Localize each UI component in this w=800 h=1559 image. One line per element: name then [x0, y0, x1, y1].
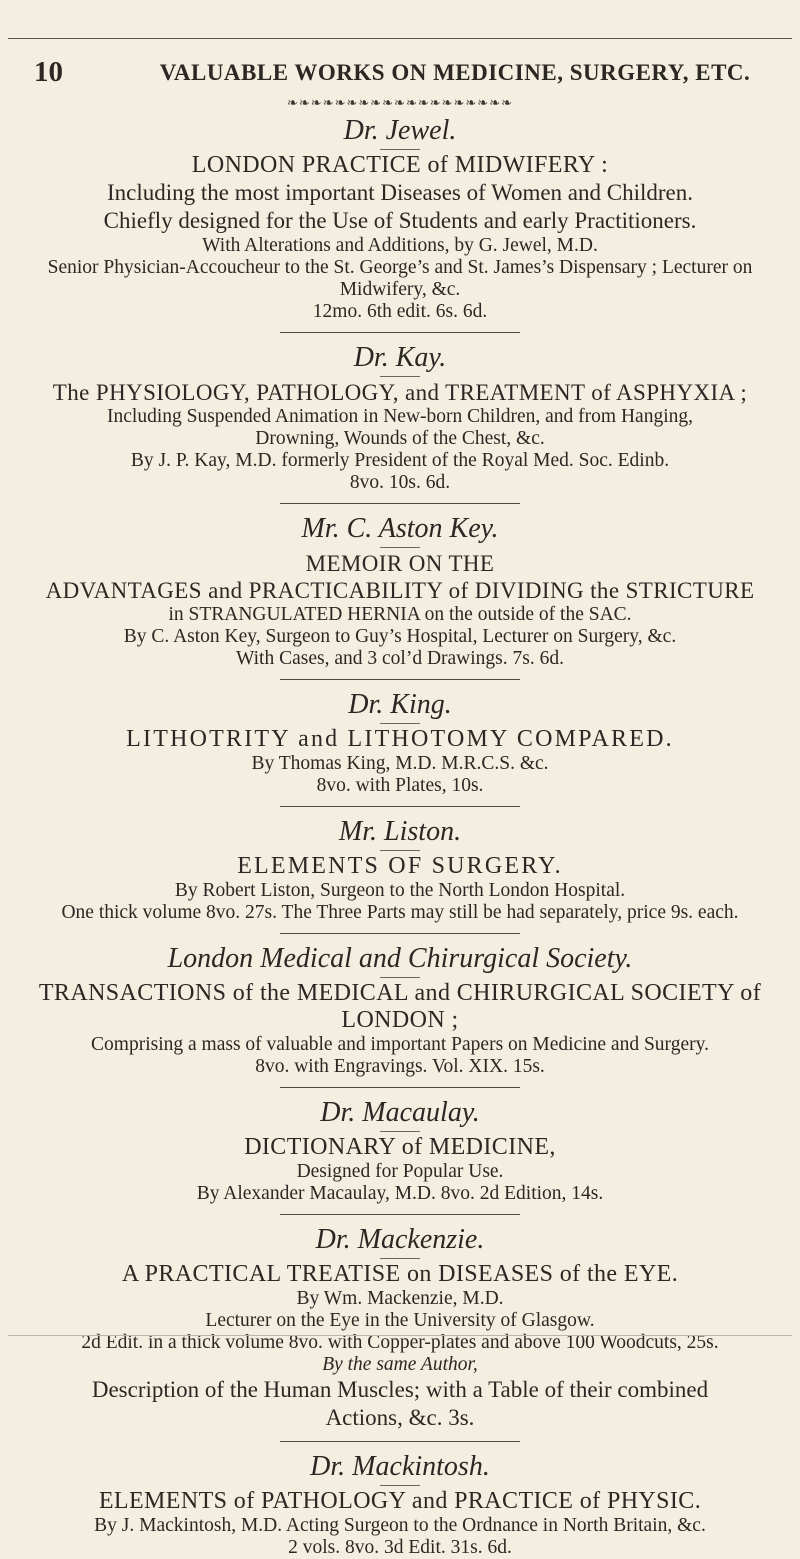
entry-line: Comprising a mass of valuable and important Papers on Medicine and Surgery.	[91, 1034, 709, 1055]
entry-key	[14, 512, 786, 670]
short-dash	[380, 376, 420, 377]
entry-separator	[280, 332, 520, 333]
entry-line: Chiefly designed for the Use of Students and early Practitioners.	[103, 208, 697, 233]
entry-line: Senior Physician-Accoucheur to the St. George’s and St. James’s Dispensary ; Lecturer on	[47, 257, 753, 278]
entry-separator	[280, 1441, 520, 1442]
entry-author: Dr. Kay.	[353, 342, 447, 373]
short-dash	[380, 723, 420, 724]
entry-author: Dr. Macaulay.	[320, 1097, 480, 1128]
entry-line: Description of the Human Muscles; with a Table of their combined	[91, 1377, 709, 1402]
entry-kay	[14, 341, 786, 494]
entry-jewel	[14, 114, 786, 323]
entry-title: LITHOTRITY and LITHOTOMY COMPARED.	[126, 726, 674, 752]
entry-author: Dr. Mackintosh.	[310, 1451, 490, 1482]
running-title: VALUABLE WORKS ON MEDICINE, SURGERY, ETC.	[159, 60, 751, 85]
entry-line: By C. Aston Key, Surgeon to Guy’s Hospital, Lecturer on Surgery, &c.	[123, 626, 677, 647]
page-number: 10	[34, 56, 63, 88]
entry-line: By the same Author,	[322, 1354, 478, 1375]
entry-author: Mr. C. Aston Key.	[301, 513, 499, 544]
catalogue-listing	[14, 114, 786, 1559]
short-dash	[380, 1485, 420, 1486]
entry-line: 2 vols. 8vo. 3d Edit. 31s. 6d.	[288, 1537, 512, 1558]
top-rule	[8, 38, 792, 39]
short-dash	[380, 149, 420, 150]
entry-mackintosh	[14, 1450, 786, 1559]
entry-line: 8vo. 10s. 6d.	[349, 472, 451, 493]
running-head	[0, 56, 800, 88]
entry-title-line-2: LONDON ;	[341, 1007, 459, 1033]
entry-line: 2d Edit. in a thick volume 8vo. with Copper-plates and above 100 Woodcuts, 25s.	[81, 1332, 719, 1353]
entry-line: Including Suspended Animation in New-born Children, and from Hanging,	[107, 406, 693, 427]
entry-title: ELEMENTS OF SURGERY.	[237, 853, 563, 879]
entry-separator	[280, 933, 520, 934]
entry-title: A PRACTICAL TREATISE on DISEASES of the EYE.	[121, 1261, 679, 1287]
entry-line: 8vo. with Plates, 10s.	[316, 775, 484, 796]
ornament-rule: ❧❧❧❧❧❧❧❧❧❧❧❧❧❧❧❧❧❧❧	[287, 95, 513, 110]
entry-author: Dr. Jewel.	[343, 115, 457, 146]
entry-line: Actions, &c. 3s.	[325, 1405, 475, 1430]
bottom-rule	[8, 1335, 792, 1336]
entry-author: Mr. Liston.	[338, 816, 462, 847]
short-dash	[380, 547, 420, 548]
entry-title-line-3: in STRANGULATED HERNIA on the outside of the SAC.	[168, 604, 632, 625]
entry-line: With Alterations and Additions, by G. Jewel, M.D.	[202, 235, 598, 256]
entry-line: By J. Mackintosh, M.D. Acting Surgeon to the Ordnance in North Britain, &c.	[94, 1515, 706, 1536]
entry-med-chir-society	[14, 942, 786, 1078]
entry-line: By Alexander Macaulay, M.D. 8vo. 2d Edition, 14s.	[196, 1183, 604, 1204]
short-dash	[380, 977, 420, 978]
short-dash	[380, 850, 420, 851]
entry-line: 12mo. 6th edit. 6s. 6d.	[312, 301, 488, 322]
entry-title: DICTIONARY of MEDICINE,	[244, 1134, 556, 1160]
entry-title: MEMOIR ON THE	[305, 551, 495, 576]
entry-separator	[280, 679, 520, 680]
entry-line: By Robert Liston, Surgeon to the North London Hospital.	[174, 880, 626, 901]
entry-macaulay	[14, 1096, 786, 1205]
entry-line: By Thomas King, M.D. M.R.C.S. &c.	[251, 753, 549, 774]
entry-author: Dr. King.	[348, 689, 452, 720]
entry-line: Lecturer on the Eye in the University of Glasgow.	[205, 1310, 595, 1331]
entry-line: By Wm. Mackenzie, M.D.	[296, 1288, 504, 1309]
entry-line: Midwifery, &c.	[339, 279, 461, 300]
entry-line: Including the most important Diseases of Women and Children.	[106, 180, 694, 205]
short-dash	[380, 1258, 420, 1259]
entry-line: One thick volume 8vo. 27s. The Three Parts may still be had separately, price 9s. each.	[61, 902, 739, 923]
entry-title-line-2: ADVANTAGES and PRACTICABILITY of DIVIDING the STRICTURE	[45, 578, 755, 603]
entry-separator	[280, 503, 520, 504]
entry-title: The PHYSIOLOGY, PATHOLOGY, and TREATMENT of ASPHYXIA ;	[52, 380, 748, 405]
short-dash	[380, 1131, 420, 1132]
entry-line: Drowning, Wounds of the Chest, &c.	[255, 428, 545, 449]
entry-liston	[14, 815, 786, 924]
entry-king	[14, 688, 786, 797]
entry-line: Designed for Popular Use.	[296, 1161, 504, 1182]
entry-title: ELEMENTS of PATHOLOGY and PRACTICE of PHYSIC.	[98, 1488, 702, 1514]
entry-author: Dr. Mackenzie.	[315, 1224, 485, 1255]
entry-mackenzie	[14, 1223, 786, 1432]
entry-title: LONDON PRACTICE of MIDWIFERY :	[191, 152, 609, 178]
entry-separator	[280, 1087, 520, 1088]
entry-title: TRANSACTIONS of the MEDICAL and CHIRURGICAL SOCIETY of	[38, 980, 762, 1006]
entry-author: London Medical and Chirurgical Society.	[167, 943, 633, 974]
entry-separator	[280, 1214, 520, 1215]
entry-line: With Cases, and 3 col’d Drawings. 7s. 6d.	[236, 648, 564, 669]
entry-separator	[280, 806, 520, 807]
entry-line: 8vo. with Engravings. Vol. XIX. 15s.	[255, 1056, 545, 1077]
entry-line: By J. P. Kay, M.D. formerly President of the Royal Med. Soc. Edinb.	[130, 450, 670, 471]
